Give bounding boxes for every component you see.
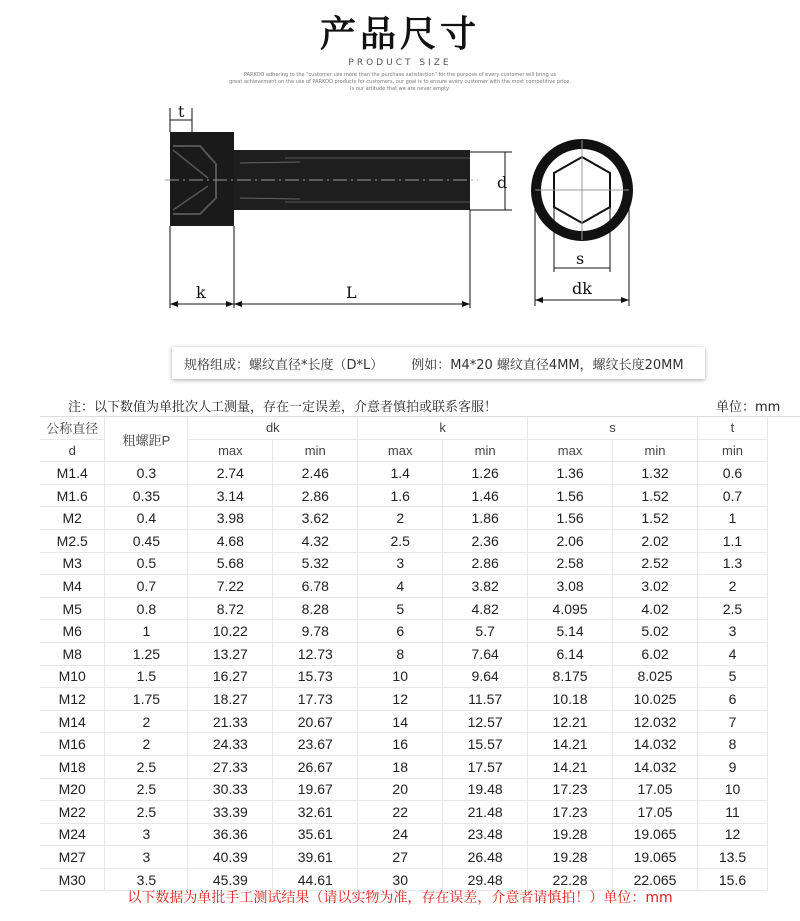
table-row — [40, 597, 768, 620]
table-cell: 10.025 — [613, 688, 698, 711]
table-cell: 2.46 — [273, 462, 358, 485]
page-title: 产品尺寸 — [319, 14, 480, 55]
label-dk: dk — [572, 279, 592, 298]
table-cell: 8.28 — [273, 597, 358, 620]
table-cell: 18 — [358, 755, 443, 778]
tagline — [150, 72, 650, 93]
header-k-min: min — [443, 439, 528, 462]
table-cell: 2.02 — [613, 529, 698, 552]
table-cell: 2.06 — [528, 529, 613, 552]
header-dk: dk — [188, 417, 358, 439]
table-cell: 16 — [358, 733, 443, 756]
table-cell: 29.48 — [443, 868, 528, 891]
table-cell: 27 — [358, 846, 443, 869]
table-cell: M24 — [40, 823, 105, 846]
header-s: s — [528, 417, 698, 439]
table-cell: M2 — [40, 507, 105, 530]
table-cell: M6 — [40, 620, 105, 643]
table-cell: 12.73 — [273, 642, 358, 665]
table-cell: 5.32 — [273, 552, 358, 575]
table-cell: 1.52 — [613, 507, 698, 530]
table-row — [40, 801, 768, 824]
table-cell: 14 — [358, 710, 443, 733]
footer-disclaimer: 以下数据为单批手工测试结果（请以实物为准，存在误差，介意者请慎拍！）单位：mm — [127, 890, 673, 906]
table-cell: 26.48 — [443, 846, 528, 869]
table-cell: M14 — [40, 710, 105, 733]
tagline-line-3: Is our attitude that we are never empty. — [350, 86, 450, 92]
table-cell: 10.22 — [188, 620, 273, 643]
table-cell: 35.61 — [273, 823, 358, 846]
table-cell: 4.32 — [273, 529, 358, 552]
table-cell: 22 — [358, 801, 443, 824]
table-cell: 8.175 — [528, 665, 613, 688]
header-pitch: 粗螺距P — [105, 417, 188, 462]
table-cell: 14.21 — [528, 755, 613, 778]
table-cell: 12.21 — [528, 710, 613, 733]
table-cell: 6.02 — [613, 642, 698, 665]
table-cell: 30.33 — [188, 778, 273, 801]
table-cell: 5.02 — [613, 620, 698, 643]
table-cell: 7.64 — [443, 642, 528, 665]
table-cell: 1.6 — [358, 484, 443, 507]
table-cell: 2.5 — [358, 529, 443, 552]
table-cell: 0.5 — [105, 552, 188, 575]
table-cell: 8 — [358, 642, 443, 665]
table-cell: 7 — [697, 710, 767, 733]
table-cell: 2.58 — [528, 552, 613, 575]
table-cell: 3 — [697, 620, 767, 643]
table-row — [40, 733, 768, 756]
table-cell: 44.61 — [273, 868, 358, 891]
table-cell: 1 — [105, 620, 188, 643]
table-cell: M16 — [40, 733, 105, 756]
table-cell: M18 — [40, 755, 105, 778]
table-cell: 2.5 — [697, 597, 767, 620]
table-cell: 3.82 — [443, 575, 528, 598]
table-cell: 13.27 — [188, 642, 273, 665]
table-cell: 18.27 — [188, 688, 273, 711]
table-cell: 2.52 — [613, 552, 698, 575]
table-cell: 2.5 — [105, 801, 188, 824]
table-cell: 23.67 — [273, 733, 358, 756]
table-cell: 19.28 — [528, 846, 613, 869]
table-cell: 4 — [697, 642, 767, 665]
table-cell: 3.08 — [528, 575, 613, 598]
table-cell: 20 — [358, 778, 443, 801]
table-cell: 0.4 — [105, 507, 188, 530]
table-cell: 1.3 — [697, 552, 767, 575]
table-cell: 40.39 — [188, 846, 273, 869]
table-cell: 8 — [697, 733, 767, 756]
table-cell: 2 — [105, 733, 188, 756]
table-cell: 6 — [358, 620, 443, 643]
label-s: s — [576, 249, 585, 268]
header-s-min: min — [613, 439, 698, 462]
table-cell: 3.02 — [613, 575, 698, 598]
table-cell: M8 — [40, 642, 105, 665]
table-cell: 0.45 — [105, 529, 188, 552]
table-cell: M1.6 — [40, 484, 105, 507]
table-cell: 24 — [358, 823, 443, 846]
table-cell: M2.5 — [40, 529, 105, 552]
table-cell: M10 — [40, 665, 105, 688]
table-cell: 17.73 — [273, 688, 358, 711]
table-cell: 0.3 — [105, 462, 188, 485]
label-t: t — [178, 102, 185, 121]
table-cell: M22 — [40, 801, 105, 824]
table-cell: 1.4 — [358, 462, 443, 485]
header-k: k — [358, 417, 528, 439]
table-cell: 15.73 — [273, 665, 358, 688]
table-unit: 单位：mm — [716, 400, 781, 415]
label-d: d — [497, 173, 508, 192]
table-cell: 3.98 — [188, 507, 273, 530]
table-cell: 32.61 — [273, 801, 358, 824]
table-cell: 1.32 — [613, 462, 698, 485]
table-row — [40, 620, 768, 643]
table-cell: 5.68 — [188, 552, 273, 575]
table-cell: M3 — [40, 552, 105, 575]
table-row — [40, 484, 768, 507]
label-L: L — [346, 283, 357, 302]
table-cell: 3.14 — [188, 484, 273, 507]
tagline-line-2: great achievement on the use of PARKOO products for customers, our goal is to ensure every customer with the most competitive price. — [229, 79, 571, 85]
table-row — [40, 846, 768, 869]
table-cell: 10.18 — [528, 688, 613, 711]
table-note: 注：以下数值为单批次人工测量，存在一定误差，介意者慎拍或联系客服！ — [68, 400, 498, 415]
table-cell: 22.28 — [528, 868, 613, 891]
table-cell: 4.095 — [528, 597, 613, 620]
header-nominal-d: d — [40, 439, 105, 462]
table-cell: 9.64 — [443, 665, 528, 688]
table-cell: M4 — [40, 575, 105, 598]
table-cell: 3 — [358, 552, 443, 575]
table-cell: 2 — [697, 575, 767, 598]
table-cell: 2.36 — [443, 529, 528, 552]
spec-format: 规格组成：螺纹直径*长度（D*L） — [184, 357, 384, 373]
table-cell: 9 — [697, 755, 767, 778]
table-cell: 21.33 — [188, 710, 273, 733]
size-table — [40, 417, 768, 891]
table-cell: 5.14 — [528, 620, 613, 643]
table-header-row-1 — [40, 417, 768, 439]
table-cell: 2.74 — [188, 462, 273, 485]
table-row — [40, 575, 768, 598]
table-cell: 21.48 — [443, 801, 528, 824]
table-cell: 10 — [697, 778, 767, 801]
header-nominal: 公称直径 — [40, 417, 105, 439]
table-cell: 6.78 — [273, 575, 358, 598]
header-t: t — [697, 417, 767, 439]
table-cell: 13.5 — [697, 846, 767, 869]
table-cell: 2.86 — [443, 552, 528, 575]
table-cell: 6.14 — [528, 642, 613, 665]
table-cell: M20 — [40, 778, 105, 801]
table-cell: 0.7 — [697, 484, 767, 507]
table-cell: 12 — [697, 823, 767, 846]
table-row — [40, 688, 768, 711]
header-t-min: min — [697, 439, 767, 462]
table-cell: 17.05 — [613, 778, 698, 801]
table-cell: 8.72 — [188, 597, 273, 620]
size-table-section — [40, 392, 800, 891]
table-cell: 17.05 — [613, 801, 698, 824]
table-cell: 24.33 — [188, 733, 273, 756]
table-cell: 14.21 — [528, 733, 613, 756]
table-cell: 1 — [697, 507, 767, 530]
table-row — [40, 755, 768, 778]
table-cell: 0.35 — [105, 484, 188, 507]
table-cell: 1.36 — [528, 462, 613, 485]
header-dk-min: min — [273, 439, 358, 462]
table-cell: 2.86 — [273, 484, 358, 507]
table-cell: 11 — [697, 801, 767, 824]
table-cell: 1.52 — [613, 484, 698, 507]
table-cell: 2 — [105, 710, 188, 733]
table-cell: 33.39 — [188, 801, 273, 824]
table-cell: 1.1 — [697, 529, 767, 552]
table-cell: 12.032 — [613, 710, 698, 733]
header-dk-max: max — [188, 439, 273, 462]
table-cell: 20.67 — [273, 710, 358, 733]
table-note-row — [40, 392, 800, 417]
table-cell: 5 — [697, 665, 767, 688]
table-cell: M12 — [40, 688, 105, 711]
table-cell: 4 — [358, 575, 443, 598]
table-row — [40, 665, 768, 688]
table-cell: 15.57 — [443, 733, 528, 756]
table-row — [40, 552, 768, 575]
table-cell: 3 — [105, 823, 188, 846]
table-cell: 39.61 — [273, 846, 358, 869]
table-cell: 19.67 — [273, 778, 358, 801]
table-cell: 14.032 — [613, 755, 698, 778]
table-cell: 23.48 — [443, 823, 528, 846]
table-cell: 17.23 — [528, 778, 613, 801]
table-cell: 1.56 — [528, 507, 613, 530]
table-cell: 22.065 — [613, 868, 698, 891]
header-k-max: max — [358, 439, 443, 462]
tagline-line-1: PARKOO adhering to the "customer use more than the purchase satisfaction" for the purpose of every customer will bring us — [243, 72, 557, 78]
table-cell: 2.5 — [105, 778, 188, 801]
table-cell: 3.5 — [105, 868, 188, 891]
table-cell: 19.065 — [613, 846, 698, 869]
table-cell: 0.6 — [697, 462, 767, 485]
table-cell: 2.5 — [105, 755, 188, 778]
table-cell: M27 — [40, 846, 105, 869]
table-row — [40, 529, 768, 552]
table-cell: 0.7 — [105, 575, 188, 598]
table-cell: 1.26 — [443, 462, 528, 485]
table-cell: M30 — [40, 868, 105, 891]
table-cell: 27.33 — [188, 755, 273, 778]
table-row — [40, 710, 768, 733]
table-cell: 8.025 — [613, 665, 698, 688]
table-cell: 19.28 — [528, 823, 613, 846]
table-cell: 5.7 — [443, 620, 528, 643]
table-cell: 6 — [697, 688, 767, 711]
header-s-max: max — [528, 439, 613, 462]
table-cell: 19.48 — [443, 778, 528, 801]
table-cell: 3.62 — [273, 507, 358, 530]
label-k: k — [196, 283, 206, 302]
table-cell: 12 — [358, 688, 443, 711]
table-cell: 36.36 — [188, 823, 273, 846]
table-row — [40, 507, 768, 530]
table-cell: 26.67 — [273, 755, 358, 778]
table-cell: 15.6 — [697, 868, 767, 891]
spec-format-box — [172, 347, 705, 379]
table-cell: 16.27 — [188, 665, 273, 688]
table-cell: 1.46 — [443, 484, 528, 507]
table-cell: 2 — [358, 507, 443, 530]
table-cell: 4.82 — [443, 597, 528, 620]
table-cell: 5 — [358, 597, 443, 620]
table-cell: 0.8 — [105, 597, 188, 620]
table-cell: M1.4 — [40, 462, 105, 485]
table-cell: 1.56 — [528, 484, 613, 507]
screw-dimension-drawing — [0, 95, 800, 315]
table-cell: 19.065 — [613, 823, 698, 846]
page-subtitle: PRODUCT SIZE — [348, 58, 452, 68]
table-cell: 10 — [358, 665, 443, 688]
table-cell: 1.5 — [105, 665, 188, 688]
table-row — [40, 823, 768, 846]
table-cell: 30 — [358, 868, 443, 891]
table-cell: 14.032 — [613, 733, 698, 756]
table-cell: 17.23 — [528, 801, 613, 824]
table-cell: 12.57 — [443, 710, 528, 733]
table-cell: 4.68 — [188, 529, 273, 552]
spec-example: 例如：M4*20 螺纹直径4MM，螺纹长度20MM — [411, 357, 684, 373]
table-cell: 17.57 — [443, 755, 528, 778]
table-row — [40, 462, 768, 485]
table-row — [40, 778, 768, 801]
table-row — [40, 642, 768, 665]
table-cell: 1.75 — [105, 688, 188, 711]
table-cell: 3 — [105, 846, 188, 869]
table-cell: 7.22 — [188, 575, 273, 598]
table-cell: M5 — [40, 597, 105, 620]
table-cell: 11.57 — [443, 688, 528, 711]
table-cell: 45.39 — [188, 868, 273, 891]
table-cell: 1.86 — [443, 507, 528, 530]
table-cell: 1.25 — [105, 642, 188, 665]
table-cell: 9.78 — [273, 620, 358, 643]
table-cell: 4.02 — [613, 597, 698, 620]
